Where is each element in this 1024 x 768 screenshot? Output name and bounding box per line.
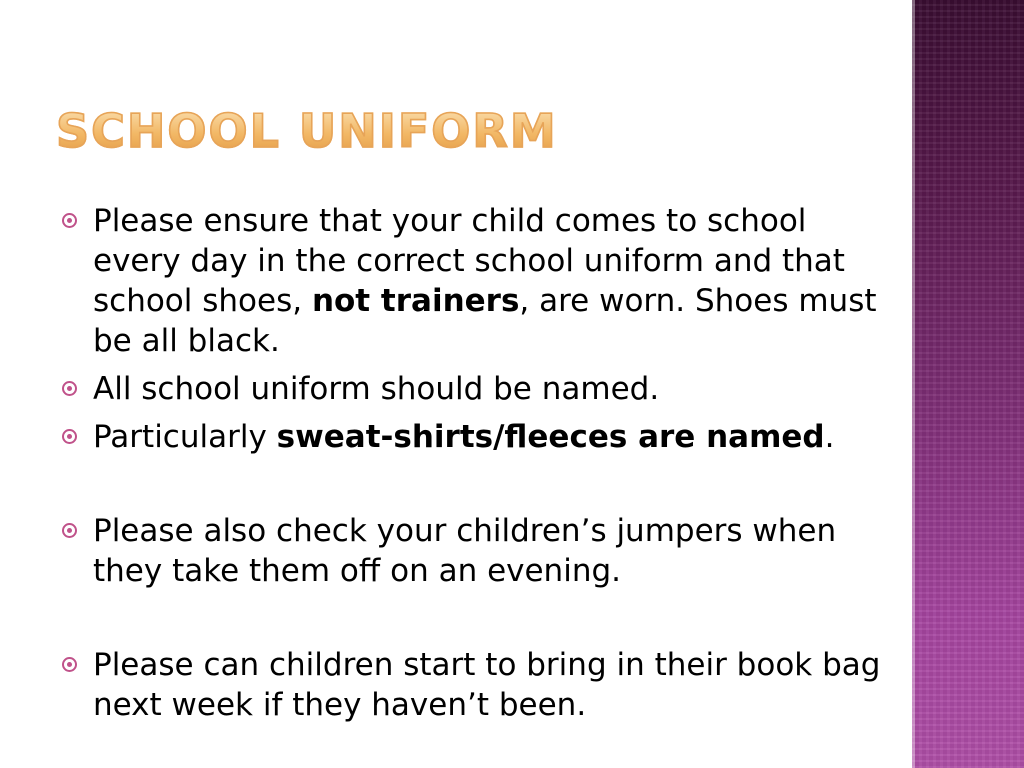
bullet-text: . xyxy=(824,419,835,455)
bullet-item-book-bag xyxy=(62,645,882,725)
bullet-text: , are worn. Shoes must be all black. xyxy=(93,283,877,359)
bullet-text: All school uniform should be named. xyxy=(93,371,660,407)
decorative-side-band xyxy=(912,0,1024,768)
side-band-edge xyxy=(912,0,915,768)
bullet-text: Please also check your children’s jumpers when they take them off on an evening. xyxy=(93,513,837,589)
bullet-text: Particularly xyxy=(93,419,277,455)
slide-title: SCHOOL UNIFORM xyxy=(56,104,558,158)
bullet-point-icon xyxy=(62,213,77,228)
bullet-item-jumpers xyxy=(62,511,882,591)
side-band-texture xyxy=(912,0,1024,768)
bullet-text: Please can children start to bring in their book bag next week if they haven’t been. xyxy=(93,647,881,723)
bullet-point-icon xyxy=(62,657,77,672)
bullet-text: Please ensure that your child comes to school every day in the correct school uniform and that school shoes, xyxy=(93,203,845,319)
bullet-bold-text: not trainers xyxy=(311,283,520,319)
bullet-item-named xyxy=(62,369,882,409)
bullet-item-sweatshirts xyxy=(62,417,882,457)
bullet-point-icon xyxy=(62,523,77,538)
bullet-point-icon xyxy=(62,429,77,444)
bullet-bold-text: sweat-shirts/fleeces are named xyxy=(276,419,825,455)
bullet-point-icon xyxy=(62,381,77,396)
bullet-list xyxy=(62,201,882,725)
bullet-item-shoes xyxy=(62,201,882,361)
